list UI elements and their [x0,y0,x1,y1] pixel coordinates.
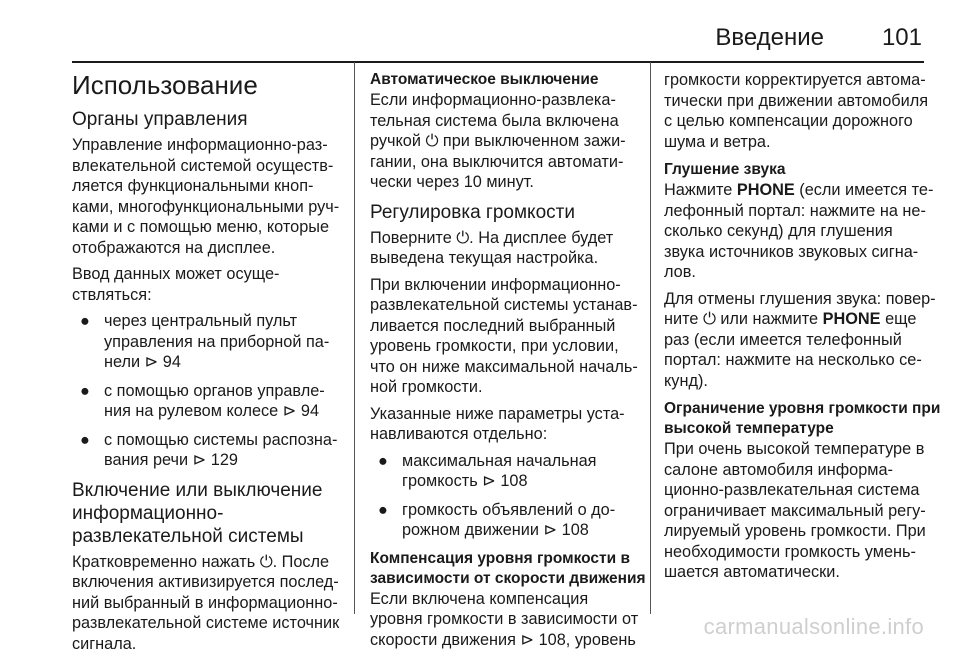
paragraph-params: Указанные ниже параметры уста- навливаются отдельно: [370,404,625,443]
list-item: ● максимальная начальная громкость ⊳ 108 [378,451,597,490]
section-title: Введение [715,24,824,51]
bullet-icon: ● [80,381,90,400]
paragraph-controls: Управление информационно-раз- влекательной системой осуществ- ляется функциональными кноп- ками, многофункциональными руч- ками и с помощью меню, которые отображаются на дисплее. [72,136,340,257]
list-item: ● громкость объявлений о до- рожном движении ⊳ 108 [378,500,616,539]
page-number: 101 [881,24,922,51]
chapter-heading: Использование [72,70,258,100]
phone-key-label: PHONE [736,181,795,199]
header-rule [72,61,924,63]
paragraph-input: Ввод данных может осуще- ствляться: [72,265,280,304]
paragraph-mute: Нажмите PHONE (если имеется те- лефонный портал: нажмите на не- сколько секунд) для глушения звука источников звуковых сигна- лов. [664,181,934,281]
subheading-speed-compensation: Компенсация уровня громкости в зависимости от скорости движения [370,549,646,587]
list-item: ● с помощью системы распозна- вания речи ⊳ 129 [80,430,338,469]
page-header [72,14,924,62]
paragraph-unmute: Для отмены глушения звука: повер- ните ⏻ или нажмите PHONE еще раз (если имеется телефонный портал: нажмите на несколько се- кунд). [664,289,936,390]
paragraph-volume-knob: Поверните ⏻. На дисплее будет выведена текущая настройка. [370,228,614,267]
bullet-icon: ● [80,312,90,330]
column-2 [370,70,646,656]
subheading-temperature-limit: Ограничение уровня громкости при высокой температуре [664,400,941,437]
bullet-icon: ● [80,430,90,449]
bullet-icon: ● [378,451,388,470]
bullet-icon: ● [378,500,388,519]
paragraph-speed-compensation-cont: громкости корректируется автома- тически при движении автомобиля с целью компенсации дорожного шума и ветра. [664,71,929,151]
paragraph-speed-compensation: Если включена компенсация уровня громкости в зависимости от скорости движения ⊳ 108, уровень [370,589,639,649]
subheading-auto-off: Автоматическое выключение [370,71,599,88]
section-heading-volume: Регулировка громкости [370,201,575,223]
column-1 [72,70,342,660]
paragraph-volume-start: При включении информационно- развлекательной системы устанав- ливается последний выбранный уровень громкости, при условии, что он ниже максимальной началь- ной громкости. [370,275,638,396]
list-item: ● с помощью органов управле- ния на рулевом колесе ⊳ 94 [80,381,325,420]
paragraph-auto-off: Если информационно-развлека- тельная система была включена ручкой ⏻ при выключенном зажи- гании, она выключится автомати- чески через 10 минут. [370,91,626,191]
paragraph-power: Кратковременно нажать ⏻. После включения активизируется послед- ний выбранный в информационно- развлекательной системе источник сигнала. [72,552,340,653]
list-item: ● через центральный пульт управления на приборной па- нели ⊳ 94 [80,312,330,371]
watermark: carmanualsonline.info [703,614,924,639]
section-heading-power: Включение или выключение информационно- развлекательной системы [72,479,323,547]
subheading-mute: Глушение звука [664,161,786,178]
column-divider-1 [354,62,355,614]
paragraph-temperature-limit: При очень высокой температуре в салоне автомобиля информа- ционно-развлекательная система ограничивает максимальный регу- лируемый уровень громкости. При необходимости громкость умень- шается автоматически. [664,440,926,581]
section-heading-controls: Органы управления [72,109,248,130]
column-divider-2 [650,62,651,614]
phone-key-label: PHONE [822,310,881,328]
column-3 [664,70,941,589]
